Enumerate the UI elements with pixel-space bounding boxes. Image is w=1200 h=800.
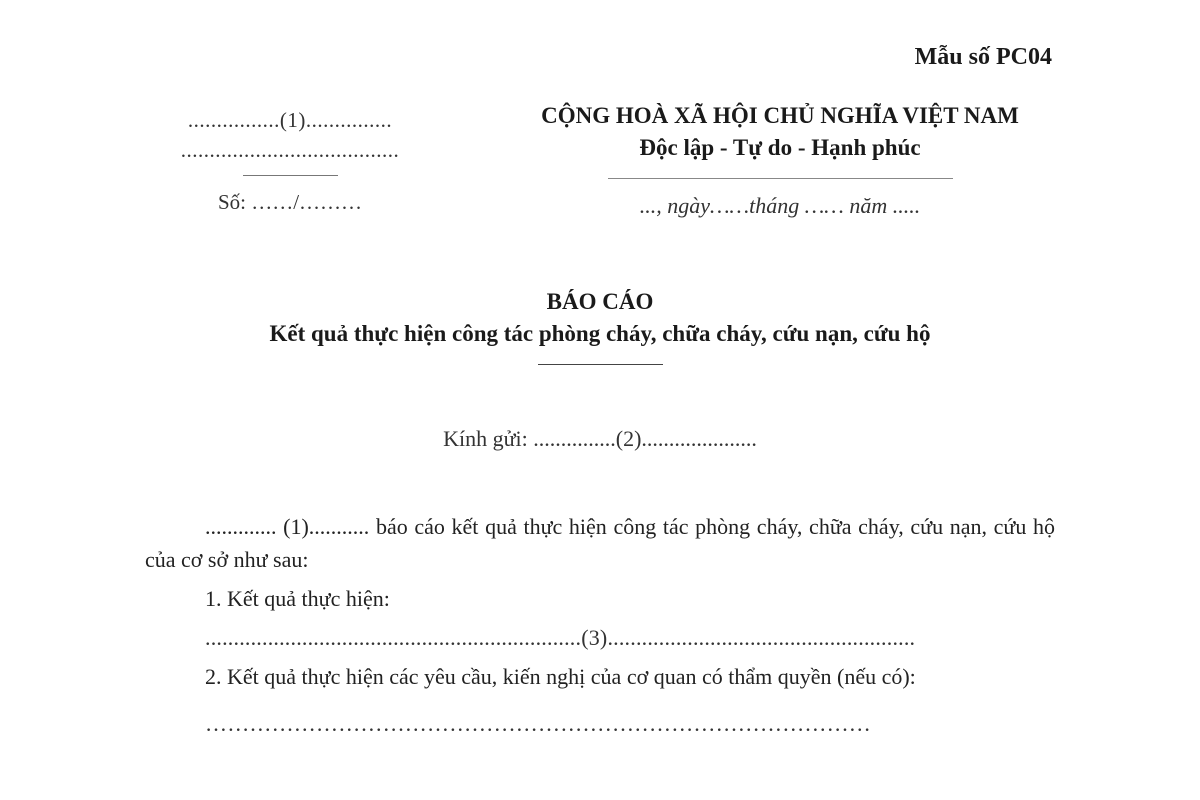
report-title-block bbox=[0, 286, 1200, 365]
report-body bbox=[145, 510, 1055, 740]
section-2-heading: 2. Kết quả thực hiện các yêu cầu, kiến nghị của cơ quan có thẩm quyền (nếu có): bbox=[205, 664, 916, 689]
form-code: Mẫu số PC04 bbox=[914, 44, 1052, 70]
title-divider bbox=[538, 364, 663, 365]
document-number: Số: ……/……… bbox=[217, 190, 363, 214]
date-line: ..., ngày……tháng …… năm ..... bbox=[639, 193, 921, 218]
national-header bbox=[490, 100, 1070, 219]
section-1-fill-line: ..................................................................(3)...................................................... bbox=[205, 625, 916, 650]
issuer-name-line-1: ................(1)............... bbox=[187, 108, 393, 132]
issuer-name-line-2: ...................................... bbox=[180, 138, 400, 162]
recipient-line: Kính gửi: ...............(2)..................... bbox=[443, 426, 757, 451]
nation-name: CỘNG HOÀ XÃ HỘI CHỦ NGHĨA VIỆT NAM bbox=[541, 103, 1019, 128]
report-title: BÁO CÁO bbox=[546, 289, 654, 314]
section-2-fill-line: ……………………………………………………………………………… bbox=[205, 711, 871, 736]
section-1-heading: 1. Kết quả thực hiện: bbox=[205, 586, 390, 611]
issuer-block bbox=[140, 105, 440, 215]
report-subtitle: Kết quả thực hiện công tác phòng cháy, chữa cháy, cứu nạn, cứu hộ bbox=[269, 321, 931, 346]
intro-paragraph: ............. (1)........... báo cáo kết quả thực hiện công tác phòng cháy, chữa cháy, cứu nạn, cứu hộ của cơ sở như sau: bbox=[145, 514, 1055, 572]
national-motto: Độc lập - Tự do - Hạnh phúc bbox=[639, 135, 921, 160]
motto-divider bbox=[608, 178, 953, 179]
issuer-divider bbox=[243, 175, 338, 176]
